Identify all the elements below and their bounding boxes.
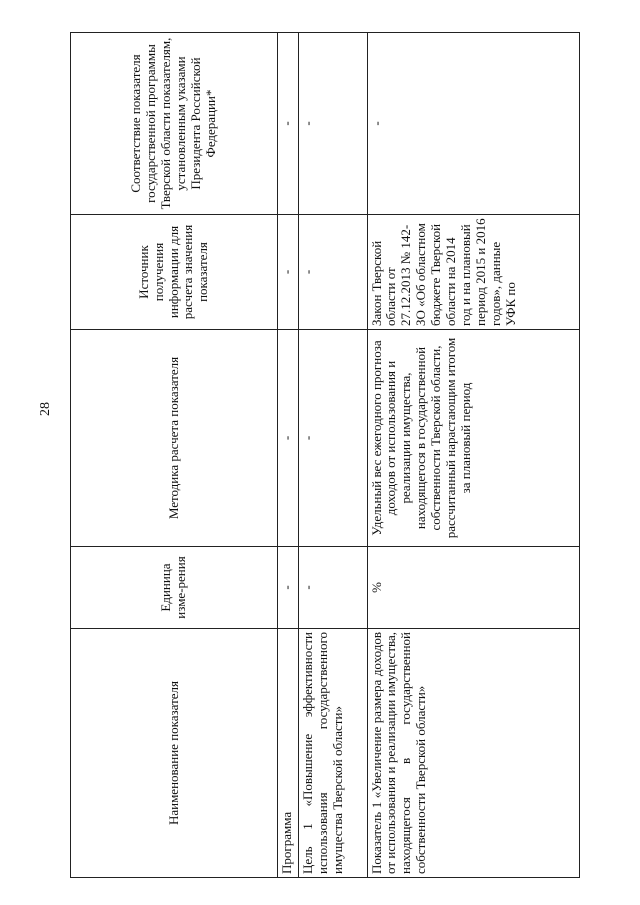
- header-source: Источник получения информации для расчета значения показателя: [71, 215, 278, 330]
- header-name: Наименование показателя: [71, 629, 278, 878]
- cell-name: Показатель 1 «Увеличение размера доходов от использования и реализации имущества, находящегося в государственной собственности Тверской области»: [367, 629, 579, 878]
- cell-unit: -: [299, 547, 368, 629]
- indicators-table: [70, 32, 580, 878]
- table-row: [299, 33, 368, 878]
- header-compliance: Соответствие показателя государственной программы Тверской области показателям, установленным указами Президента Российской Федерации*: [71, 33, 278, 215]
- cell-compliance: -: [299, 33, 368, 215]
- cell-compliance: -: [367, 33, 579, 215]
- header-method: Методика расчета показателя: [71, 330, 278, 547]
- rotated-table-wrapper: [70, 33, 580, 878]
- header-unit: Единица изме-рения: [71, 547, 278, 629]
- cell-name: Цель 1 «Повышение эффективности использования государственного имущества Тверской области»: [299, 629, 368, 878]
- cell-unit: -: [278, 547, 299, 629]
- page-number: 28: [38, 402, 53, 416]
- table-row: [367, 33, 579, 878]
- cell-name: Программа: [278, 629, 299, 878]
- cell-method: -: [299, 330, 368, 547]
- cell-source: Закон Тверской области от 27.12.2013 № 142-ЗО «Об областном бюджете Тверской области на 2014 год и на плановый период 2015 и 2016 годов», данные УФК по: [367, 215, 579, 330]
- cell-method: -: [278, 330, 299, 547]
- table-header-row: [71, 33, 278, 878]
- cell-source: -: [299, 215, 368, 330]
- cell-compliance: -: [278, 33, 299, 215]
- cell-method: Удельный вес ежегодного прогноза доходов от использования и реализации имущества, находящегося в государственной собственности Тверской области, рассчитанный нарастающим итогом за плановый период: [367, 330, 579, 547]
- table-row: [278, 33, 299, 878]
- cell-source: -: [278, 215, 299, 330]
- cell-unit: %: [367, 547, 579, 629]
